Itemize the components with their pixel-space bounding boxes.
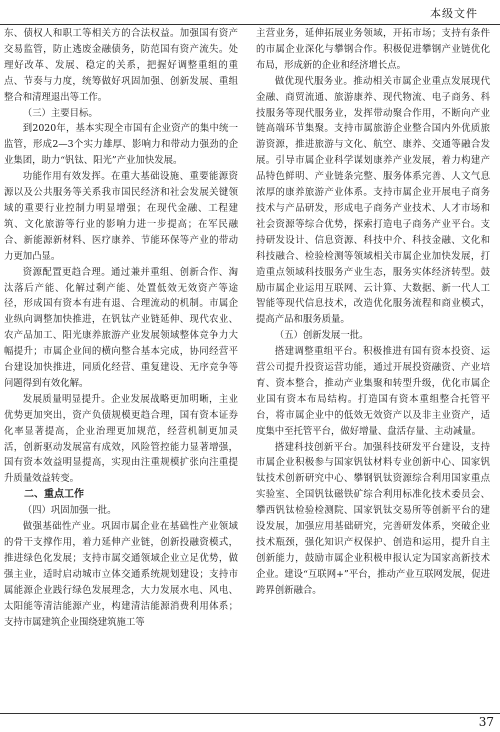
paragraph: 功能作用有效发挥。在重大基础设施、重要能源资源以及公共服务等关系我市国民经济和社会发展关键领域的重要行业控制力明显增强；在现代金融、工程建筑、文化旅游等行业的影响力进一步提高；在军民融合、新能源新材料、医疗康养、节能环保等产业的带动力更加凸显。 xyxy=(4,171,238,262)
paragraph: 做强基础性产业。巩固市属企业在基础性产业领域的骨干支撑作用，着力延伸产业链，创新投融资模式，推进绿色化发展；支持市属交通领域企业立足优势，做强主业，适时启动城市立体交通系统规划建设；支持市属能源企业践行绿色发展理念，大力发展水电、风电、太阳能等清洁能源产业，构建清洁能源消费利用体系；支持市属建筑企业围绕建筑施工等 xyxy=(4,521,238,628)
paragraph: 做优现代服务业。推动相关市属企业重点发展现代金融、商贸流通、旅游康养、现代物流、电子商务、科技服务等现代服务业，发挥带动聚合作用，不断向产业链高端环节集聚。支持市属旅游企业整合国内外优质旅游资源，推进旅游与文化、航空、康养、交通等融合发展。引导市属企业科学谋划康养产业发展，着力构建产品特色鲜明、产业链条完整、服务体系完善、人文气息浓厚的康养旅游产业体系。支持市属企业开展电子商务技术与产品研发，形成电子商务产业技术、人才市场和社会资源等综合优势，探索打造电子商务产业平台。支持研发设计、信息资源、科技中介、科技金融、文化和科技融合、检验检测等领域相关市属企业加快发展，打造重点领域科技服务产业生态，服务实体经济转型。鼓励市属企业运用互联网、云计算、大数据、新一代人工智能等现代信息技术，改造优化服务流程和商业模式，提高产品和服务质量。 xyxy=(256,75,490,326)
header-title: 本级文件 xyxy=(430,7,478,20)
paragraph: 到2020年，基本实现全市国有企业资产的集中统一监管，形成2—3个实力雄厚、影响力和带动力强劲的企业集团，助力“钒钛、阳光”产业加快发展。 xyxy=(4,123,238,167)
section-heading: 二、重点工作 xyxy=(24,489,84,501)
paragraph: 发展质量明显提升。企业发展战略更加明晰，主业优势更加突出，资产负债规模更趋合理，国有资本证券化率显著提高，企业治理更加规范，经营机制更加灵活，创新驱动发展富有成效，风险管控能力显著增强，国有资本效益明显提高，实现由注重规模扩张向注重提升质量效益转变。 xyxy=(4,393,238,485)
paragraph: 搭建科技创新平台。加强科技研发平台建设，支持市属企业积极参与国家钒钛材料专业创新中心、国家钒钛技术创新研究中心、攀钢钒钛资源综合利用国家重点实验室、全国钒钛磁铁矿综合利用标准化技术委员会、攀西钒钛检验检测院、国家钒钛交易所等创新平台的建设发展，加强应用基础研究，完善研发体系，突破企业技术瓶颈，强化知识产权保护、创造和运用，提升自主创新能力，鼓励市属企业积极申报认定为国家高新技术企业。建设“互联网+”平台，推动产业互联网发展，促进跨界创新融合。 xyxy=(256,441,490,596)
paragraph: 资源配置更趋合理。通过兼并重组、创新合作、淘汰落后产能、化解过剩产能、处置低效无效资产等途径，形成国有资本有进有退、合理流动的机制。市属企业纵向调整加快推进，在钒钛产业链延伸、现代农业、农产品加工、阳光康养旅游产业发展领域整体竞争力大幅提升；市属企业间的横向整合基本完成，协同经营平台建设加快推进，同质化经营、重复建设、无序竞争等问题得到有效化解。 xyxy=(4,266,238,389)
subsection-heading: （四）巩固加强一批。 xyxy=(22,505,117,517)
page-header xyxy=(0,0,500,25)
paragraph: 主营业务，延伸拓展业务领域，开拓市场；支持有条件的市属企业深化与攀钢合作。积极促进攀钢产业链优化布局，形成新的企业和经济增长点。 xyxy=(256,28,490,71)
page-number: 37 xyxy=(478,715,494,729)
subsection-heading: （五）创新发展一批。 xyxy=(274,330,369,342)
paragraph: 东、债权人和职工等相关方的合法权益。加强国有资产交易监管，防止逃废金融债务，防范国有资产流失。处理好改革、发展、稳定的关系，把握好调整重组的重点、节奏与力度，统筹做好巩固加强、创新发展、重组整合和清理退出等工作。 xyxy=(4,28,238,103)
footer-rule xyxy=(0,713,500,714)
left-column xyxy=(4,26,238,631)
paragraph: 搭建调整重组平台。积极推进有国有资本投资、运营公司提升投资运营功能，通过开展投资融资、产业培育、资本整合，推动产业集聚和转型升级，优化市属企业国有资本布局结构。打造国有资本重组整合托管平台，将市属企业中的低效无效资产以及非主业资产，适度集中至托管平台，做好增量、盘活存量、主动减量。 xyxy=(256,346,490,437)
subsection-heading: （三）主要目标。 xyxy=(22,107,98,119)
right-column xyxy=(256,26,490,599)
